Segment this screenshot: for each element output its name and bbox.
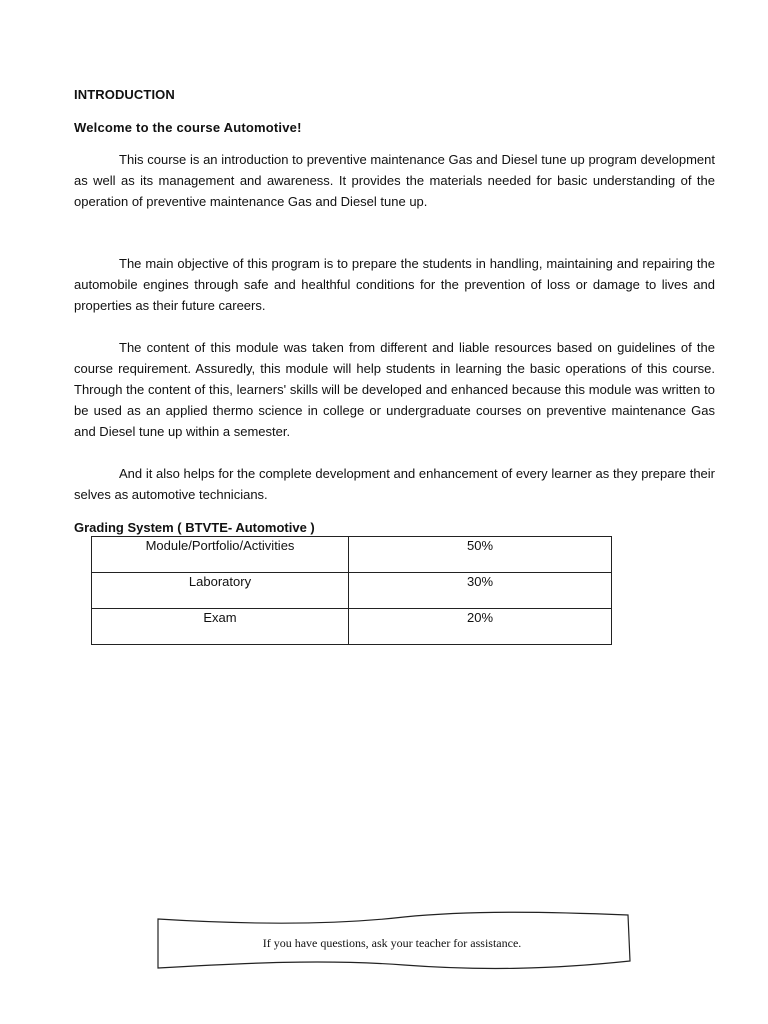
paragraph-development: And it also helps for the complete development and enhancement of every learner as they prepare their selves as automotive technicians.: [74, 466, 715, 502]
grading-weight: 30%: [349, 573, 612, 609]
grading-row: [92, 609, 612, 645]
welcome-line: Welcome to the course Automotive!: [74, 120, 302, 135]
grading-component: Module/Portfolio/Activities: [92, 537, 349, 573]
grading-row: [92, 573, 612, 609]
grading-row: [92, 537, 612, 573]
grading-table: [91, 536, 612, 645]
paragraph-intro: This course is an introduction to preventive maintenance Gas and Diesel tune up program development as well as its management and awareness. It provides the materials needed for basic understanding of the operation of preventive maintenance Gas and Diesel tune up.: [74, 152, 715, 209]
grading-component: Laboratory: [92, 573, 349, 609]
section-heading: INTRODUCTION: [74, 87, 175, 102]
grading-weight: 50%: [349, 537, 612, 573]
grading-title: Grading System ( BTVTE- Automotive ): [74, 520, 315, 535]
grading-component: Exam: [92, 609, 349, 645]
grading-weight: 20%: [349, 609, 612, 645]
paragraph-objective: The main objective of this program is to prepare the students in handling, maintaining and repairing the automobile engines through safe and healthful conditions for the prevention of loss or damage to lives and properties as their future careers.: [74, 256, 715, 313]
paragraph-content: The content of this module was taken from different and liable resources based on guidelines of the course requirement. Assuredly, this module will help students in learning the basic operations of this course. Through the content of this, learners' skills will be developed and enhanced because this module was written to be used as an applied thermo science in college or undergraduate courses on preventive maintenance Gas and Diesel tune up within a semester.: [74, 340, 715, 439]
note-text: If you have questions, ask your teacher for assistance.: [262, 936, 522, 950]
